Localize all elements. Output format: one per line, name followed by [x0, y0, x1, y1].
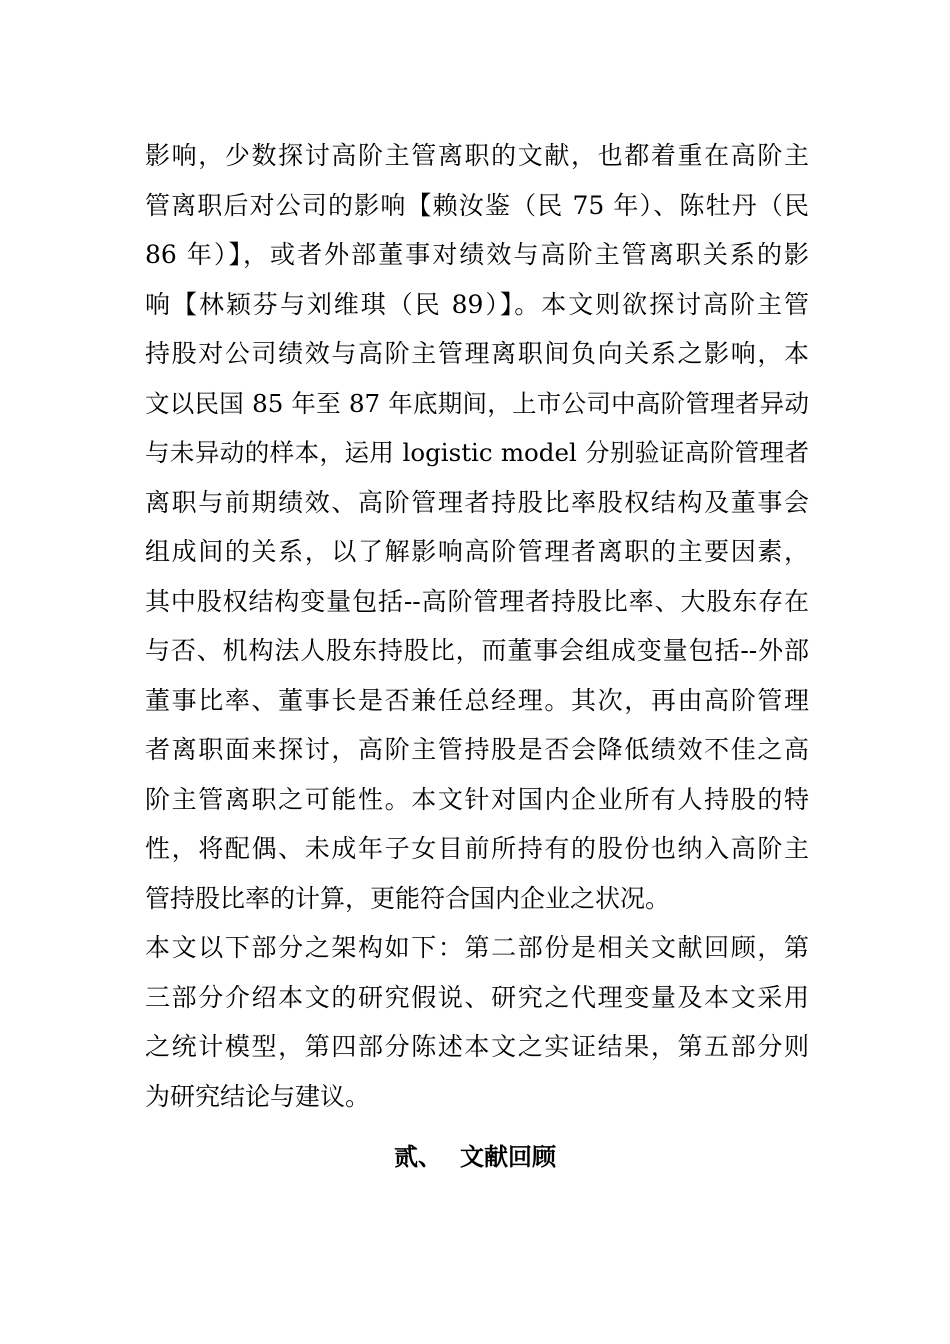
text-line: 为研究结论与建议。	[145, 1081, 371, 1111]
text-line: 其中股权结构变量包括--高阶管理者持股比率、大股东存在	[145, 586, 809, 616]
text-line: 董事比率、董事长是否兼任总经理。其次，再由高阶管理	[145, 685, 809, 715]
text-line: 管持股比率的计算，更能符合国内企业之状况。	[145, 883, 671, 913]
text-line: 文以民国 85 年至 87 年底期间，上市公司中高阶管理者异动	[145, 388, 809, 418]
text-line: 与未异动的样本，运用 logistic model 分别验证高阶管理者	[145, 438, 809, 467]
text-line: 者离职面来探讨，高阶主管持股是否会降低绩效不佳之高	[145, 735, 809, 764]
text-line: 之统计模型，第四部分陈述本文之实证结果，第五部分则	[145, 1032, 809, 1061]
text-line: 三部分介绍本文的研究假说、研究之代理变量及本文采用	[145, 982, 809, 1012]
section-heading	[0, 1137, 950, 1177]
text-line: 性，将配偶、未成年子女目前所持有的股份也纳入高阶主	[145, 834, 809, 863]
body-paragraph-2	[145, 923, 809, 1121]
section-title: 文献回顾	[460, 1143, 556, 1171]
body-paragraph-1	[145, 131, 809, 923]
text-line: 与否、机构法人股东持股比，而董事会组成变量包括--外部	[145, 636, 809, 665]
text-line: 阶主管离职之可能性。本文针对国内企业所有人持股的特	[145, 784, 809, 814]
text-line: 本文以下部分之架构如下：第二部份是相关文献回顾，第	[145, 933, 809, 962]
text-line: 管离职后对公司的影响【赖汝鉴（民 75 年）、陈牡丹（民	[145, 190, 809, 220]
section-number: 贰、	[394, 1143, 442, 1171]
text-line: 影响，少数探讨高阶主管离职的文献，也都着重在高阶主	[145, 141, 809, 170]
text-line: 持股对公司绩效与高阶主管理离职间负向关系之影响，本	[145, 339, 809, 368]
text-line: 86 年）】，或者外部董事对绩效与高阶主管离职关系的影	[145, 240, 809, 269]
text-line: 离职与前期绩效、高阶管理者持股比率股权结构及董事会	[145, 487, 809, 517]
text-line: 组成间的关系，以了解影响高阶管理者离职的主要因素，	[145, 537, 809, 566]
text-line: 响【林颖芬与刘维琪（民 89）】。本文则欲探讨高阶主管	[145, 289, 809, 319]
